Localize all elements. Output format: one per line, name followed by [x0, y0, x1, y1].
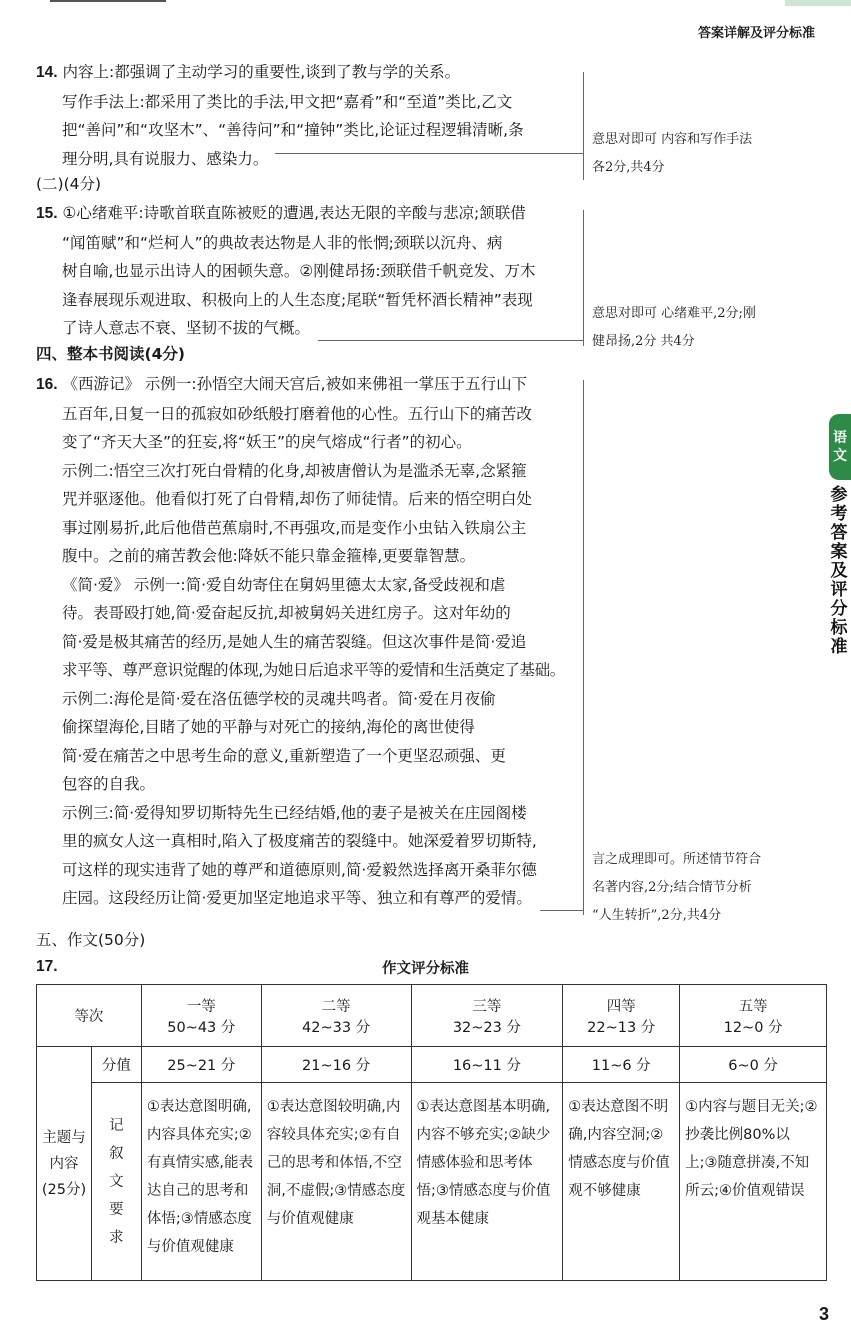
q14-scoring-note [592, 126, 832, 182]
section-2-title: (二)(4分) [36, 175, 102, 193]
grade-header-cell: 等次 [37, 985, 142, 1047]
q17-table-title: 作文评分标准 [382, 961, 469, 977]
score-label: 分值 [91, 1047, 141, 1083]
q15-bracket-line [583, 210, 584, 346]
top-rule [50, 0, 166, 2]
requirement-row [37, 1083, 827, 1281]
q16-bracket-line [583, 380, 584, 915]
q15-scoring-note [592, 300, 832, 356]
score-row [37, 1047, 827, 1083]
section-5-title: 五、作文(50分) [36, 931, 146, 949]
grade-range: 42~33 分 [302, 1019, 371, 1036]
grade-cell [411, 985, 563, 1047]
question-15 [36, 199, 581, 343]
header-title: 答案详解及评分标准 [697, 26, 815, 41]
q16-number: 16. [36, 376, 58, 393]
q16-line: 示例三:简·爱得知罗切斯特先生已经结婚,他的妻子是被关在庄园阁楼 [62, 803, 527, 822]
grade-cell [141, 985, 261, 1047]
grade-range: 22~13 分 [587, 1019, 656, 1036]
grade-row [37, 985, 827, 1047]
grade-cell [563, 985, 680, 1047]
grade-name: 四等 [606, 998, 636, 1015]
q14-line: 理分明,具有说服力、感染力。 [62, 149, 269, 168]
top-tab-strip [785, 0, 851, 6]
requirement-cell: ①内容与题目无关;②抄袭比例80%以上;③随意拼凑,不知所云;④价值观错误 [680, 1083, 827, 1281]
score-cell: 16~11 分 [411, 1047, 563, 1083]
q16-line: 五百年,日复一日的孤寂如砂纸般打磨着他的心性。五行山下的痛苦改 [62, 404, 532, 423]
theme-label: 主题与内容 [42, 1129, 86, 1172]
q16-line: 待。表哥殴打她,简·爱奋起反抗,却被舅妈关进红房子。这对年幼的 [62, 604, 511, 622]
q16-line: 求平等、尊严意识觉醒的体现,为她日后追求平等的爱情和生活奠定了基础。 [62, 661, 565, 679]
question-14 [36, 58, 581, 173]
grade-range: 12~0 分 [723, 1019, 783, 1036]
q14-bracket-line [583, 72, 584, 180]
grade-name: 一等 [186, 998, 216, 1015]
q16-line: 偷探望海伦,目睹了她的平静与对死亡的接纳,海伦的离世使得 [62, 718, 475, 736]
q16-line: 简·爱是极其痛苦的经历,是她人生的痛苦裂缝。但这次事件是简·爱追 [62, 632, 527, 651]
q15-line: “闻笛赋”和“烂柯人”的典故表达物是人非的怅惘;颈联以沉舟、病 [62, 233, 503, 252]
grade-cell [261, 985, 411, 1047]
grade-range: 50~43 分 [167, 1019, 236, 1036]
grade-name: 三等 [472, 998, 502, 1015]
score-cell: 21~16 分 [261, 1047, 411, 1083]
requirement-label: 记叙文要求 [109, 1117, 124, 1246]
page-number: 3 [818, 1304, 829, 1324]
q16-line: 事过刚易折,此后他借芭蕉扇时,不再强攻,而是变作小虫钻入铁扇公主 [62, 518, 527, 537]
side-vertical-text: 参考答案及评分标准 [830, 485, 848, 657]
q14-number: 14. [36, 64, 58, 81]
q15-line: 了诗人意志不衰、坚韧不拔的气概。 [62, 319, 311, 337]
q14-line: 内容上:都强调了主动学习的重要性,谈到了教与学的关系。 [62, 63, 461, 81]
q16-note-line: 名著内容,2分;结合情节分析 [592, 880, 752, 895]
theme-content-cell [37, 1047, 92, 1281]
q14-pointer-line [275, 153, 583, 154]
q14-line: 写作手法上:都采用了类比的手法,甲文把“嘉肴”和“至道”类比,乙文 [62, 92, 513, 111]
score-cell: 11~6 分 [563, 1047, 680, 1083]
requirement-cell: ①表达意图明确,内容具体充实;②有真情实感,能表达自己的思考和体悟;③情感态度与价值观健康 [141, 1083, 261, 1281]
question-16 [36, 370, 581, 913]
q16-line: 简·爱在痛苦之中思考生命的意义,重新塑造了一个更坚忍顽强、更 [62, 746, 506, 765]
q16-line: 《西游记》 示例一:孙悟空大闹天宫后,被如来佛祖一掌压于五行山下 [62, 375, 528, 393]
q16-line: 庄园。这段经历让简·爱更加坚定地追求平等、独立和有尊严的爱情。 [62, 889, 532, 907]
grade-cell [680, 985, 827, 1047]
requirement-cell: ①表达意图较明确,内容较具体充实;②有自己的思考和体悟,不空洞,不虚假;③情感态度与价值观健康 [261, 1083, 411, 1281]
requirement-cell: ①表达意图基本明确,内容不够充实;②缺少情感体验和思考体悟;③情感态度与价值观基本健康 [411, 1083, 563, 1281]
requirement-cell: ①表达意图不明确,内容空洞;②情感态度与价值观不够健康 [563, 1083, 680, 1281]
q15-pointer-line [318, 340, 583, 341]
q15-line: 逢春展现乐观进取、积极向上的人生态度;尾联“暂凭杯酒长精神”表现 [62, 290, 533, 309]
requirement-label-cell [91, 1083, 141, 1281]
grade-name: 五等 [738, 998, 768, 1015]
q15-note-line: 意思对即可 心绪难平,2分;刚 [592, 306, 756, 321]
q16-line: 《简·爱》 示例一:简·爱自幼寄住在舅妈里德太太家,备受歧视和虐 [62, 575, 506, 594]
q16-scoring-note [592, 846, 837, 930]
grade-range: 32~23 分 [452, 1019, 521, 1036]
side-tab-char: 文 [833, 448, 847, 464]
theme-score: (25分) [41, 1181, 87, 1198]
q17-number: 17. [36, 958, 58, 975]
q16-line: 示例二:海伦是简·爱在洛伍德学校的灵魂共鸣者。简·爱在月夜偷 [62, 689, 496, 708]
q16-line: 可这样的现实违背了她的尊严和道德原则,简·爱毅然选择离开桑菲尔德 [62, 860, 537, 879]
q14-line: 把“善问”和“攻坚木”、“善待问”和“撞钟”类比,论证过程逻辑清晰,条 [62, 121, 524, 139]
q16-line: 里的疯女人这一真相时,陷入了极度痛苦的裂缝中。她深爱着罗切斯特, [62, 832, 537, 850]
score-cell: 6~0 分 [680, 1047, 827, 1083]
q14-note-line: 意思对即可 内容和写作手法 [592, 132, 753, 147]
q14-note-line: 各2分,共4分 [592, 160, 665, 175]
q16-line: 示例二:悟空三次打死白骨精的化身,却被唐僧认为是滥杀无辜,念紧箍 [62, 461, 527, 480]
side-tab-char: 语 [833, 430, 847, 446]
score-cell: 25~21 分 [141, 1047, 261, 1083]
q15-number: 15. [36, 205, 58, 222]
section-4-title: 四、整本书阅读(4分) [36, 345, 185, 363]
q16-note-line: “人生转折”,2分,共4分 [592, 908, 722, 923]
q16-line: 腹中。之前的痛苦教会他:降妖不能只靠金箍棒,更要靠智慧。 [62, 547, 476, 565]
q16-line: 变了“齐天大圣”的狂妄,将“妖王”的戾气熔成“行者”的初心。 [62, 433, 472, 451]
essay-scoring-table [36, 984, 827, 1281]
side-subject-tab [829, 414, 851, 480]
q16-line: 咒并驱逐他。他看似打死了白骨精,却伤了师徒情。后来的悟空明白处 [62, 490, 532, 508]
q15-line: 树自喻,也显示出诗人的困顿失意。②刚健昂扬:颈联借千帆竞发、万木 [62, 262, 536, 280]
q16-line: 包容的自我。 [62, 775, 156, 793]
q16-pointer-line [540, 910, 583, 911]
grade-name: 二等 [321, 998, 351, 1015]
q15-note-line: 健昂扬,2分 共4分 [592, 334, 695, 349]
q16-note-line: 言之成理即可。所述情节符合 [592, 852, 762, 867]
q15-line: ①心绪难平:诗歌首联直陈被贬的遭遇,表达无限的辛酸与悲凉;颔联借 [62, 204, 526, 222]
